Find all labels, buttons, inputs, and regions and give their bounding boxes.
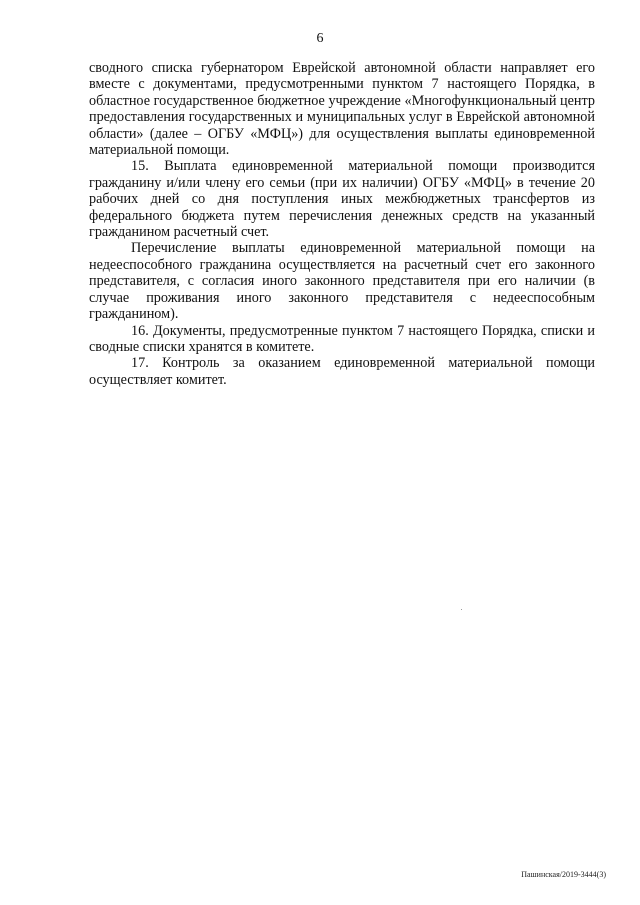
document-body (89, 60, 595, 388)
paragraph-transfer-guardian: Перечисление выплаты единовременной материальной помощи на недееспособного гражданина осуществляется на расчетный счет его законного представителя, с согласия иного законного представителя при его наличии (в случае проживания иного законного представителя с недееспособным гражданином). (89, 240, 595, 323)
paragraph-continuation: сводного списка губернатором Еврейской автономной области направляет его вместе с документами, предусмотренными пунктом 7 настоящего Порядка, в областное государственное бюджетное учреждение «Многофункциональный центр предоставления государственных и муниципальных услуг в Еврейской автономной области» (далее – ОГБУ «МФЦ») для осуществления выплаты единовременной материальной помощи. (89, 60, 595, 159)
paragraph-item-15: 15. Выплата единовременной материальной помощи производится гражданину и/или члену его семьи (при их наличии) ОГБУ «МФЦ» в течение 20 рабочих дней со дня поступления иных межбюджетных трансфертов из федерального бюджета путем перечисления денежных средств на указанный гражданином расчетный счет. (89, 158, 595, 241)
paragraph-item-16: 16. Документы, предусмотренные пунктом 7 настоящего Порядка, списки и сводные списки хранятся в комитете. (89, 322, 595, 355)
scan-speck (461, 609, 462, 610)
paragraph-item-17: 17. Контроль за оказанием единовременной материальной помощи осуществляет комитет. (89, 355, 595, 388)
document-code: Пашинская/2019-3444(3) (521, 870, 606, 879)
page-number: 6 (316, 31, 324, 46)
